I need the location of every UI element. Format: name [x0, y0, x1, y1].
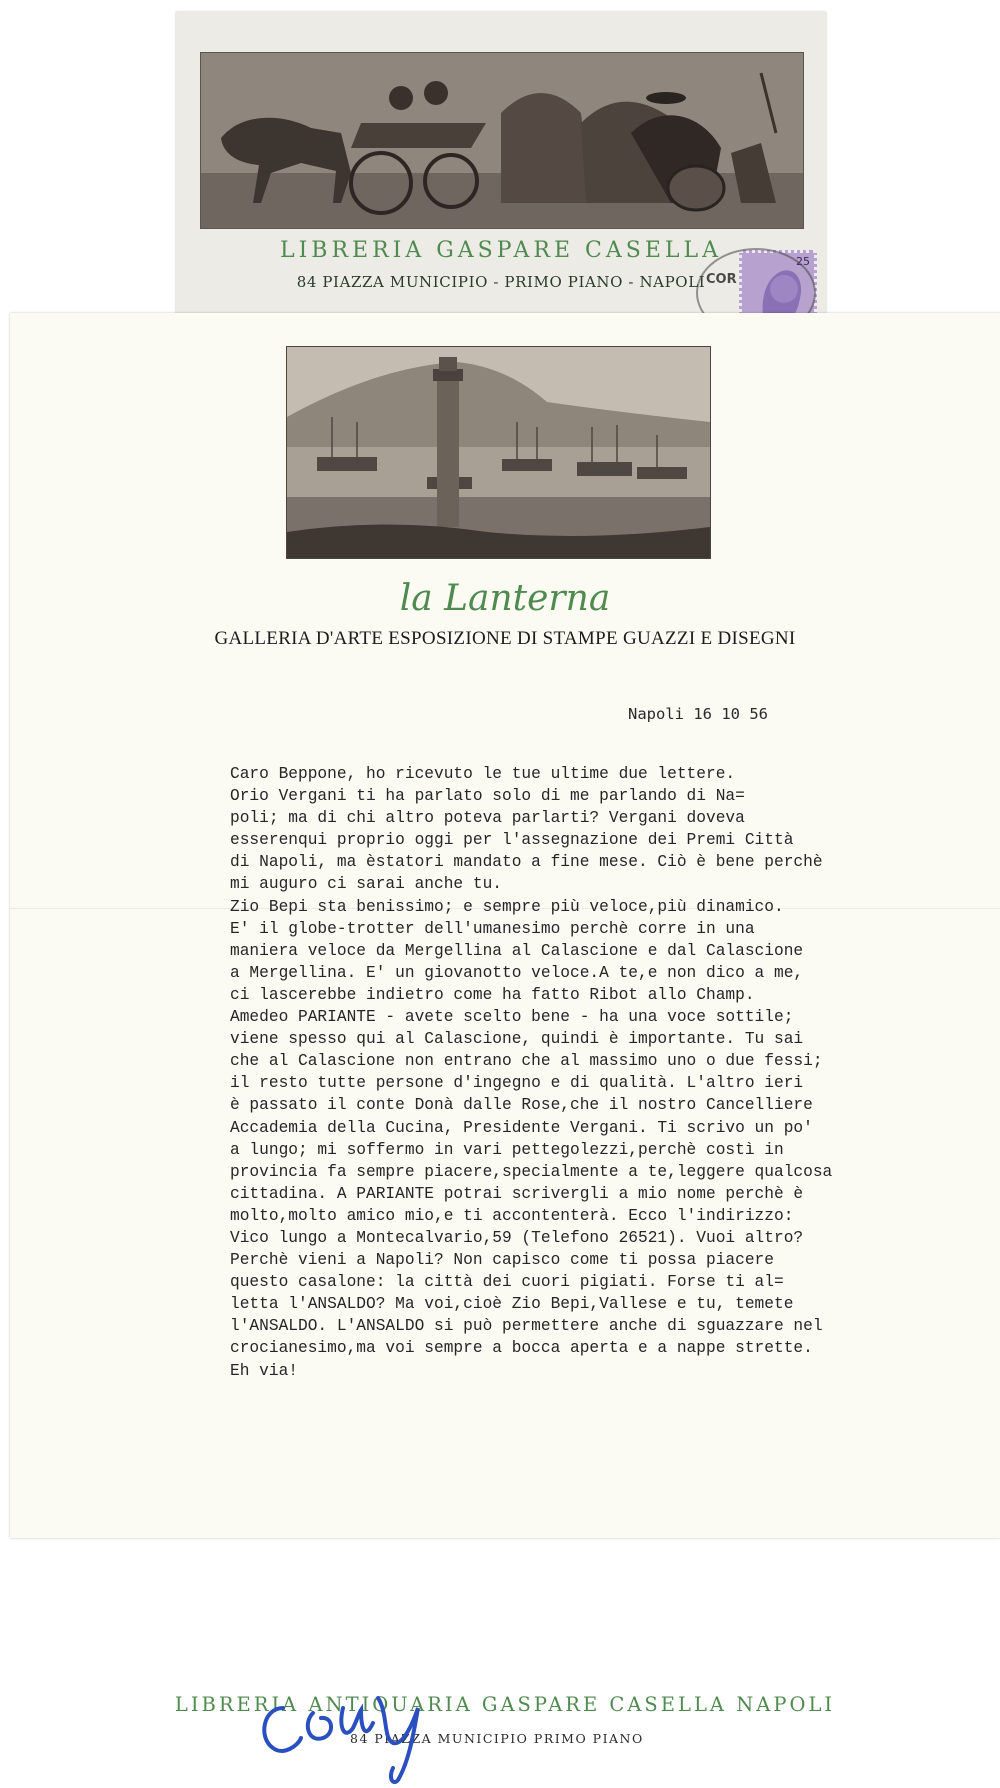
- body-line: molto,molto amico mio,e ti accontenterà. Ecco l'indirizzo:: [230, 1206, 794, 1225]
- body-line: Orio Vergani ti ha parlato solo di me parlando di Na=: [230, 787, 745, 806]
- body-line: ci lascerebbe indietro come ha fatto Ribot allo Champ.: [230, 985, 755, 1004]
- body-line: esserenqui proprio oggi per l'assegnazione dei Premi Città: [230, 831, 794, 850]
- body-line: di Napoli, ma èstatori mandato a fine mese. Ciò è bene perchè: [230, 853, 823, 872]
- letter-date: Napoli 16 10 56: [628, 705, 768, 723]
- handwritten-signature: [253, 1668, 438, 1788]
- body-line: Zio Bepi sta benissimo; e sempre più veloce,più dinamico.: [230, 897, 784, 916]
- body-line: poli; ma di chi altro poteva parlarti? Vergani doveva: [230, 809, 745, 828]
- envelope: [176, 12, 826, 317]
- letter-body: [230, 763, 990, 1382]
- carriage-procession-illustration: [201, 53, 803, 228]
- body-line: crocianesimo,ma voi sempre a bocca aperta e a nappe strette.: [230, 1339, 813, 1358]
- lighthouse-harbor-illustration: [287, 347, 710, 558]
- envelope-illustration: [200, 52, 804, 229]
- body-line: l'ANSALDO. L'ANSALDO si può permettere anche di sguazzare nel: [230, 1317, 823, 1336]
- gallery-name: la Lanterna: [399, 578, 611, 619]
- body-line: è passato il conte Donà dalle Rose,che il nostro Cancelliere: [230, 1096, 813, 1115]
- body-line: Amedeo PARIANTE - avete scelto bene - ha una voce sottile;: [230, 1008, 794, 1027]
- body-line: E' il globe-trotter dell'umanesimo perchè corre in una: [230, 919, 755, 938]
- body-line: cittadina. A PARIANTE potrai scrivergli a mio nome perchè è: [230, 1184, 804, 1203]
- body-line: Accademia della Cucina, Presidente Vergani. Ti scrivo un po': [230, 1118, 813, 1137]
- envelope-address: 84 PIAZZA MUNICIPIO - PRIMO PIANO - NAPOLI: [296, 273, 706, 291]
- letterhead-footer: [10, 1693, 1000, 1716]
- body-line: Perchè vieni a Napoli? Non capisco come ti possa piacere: [230, 1251, 774, 1270]
- body-line: il resto tutte persone d'ingegno e di qualità. L'altro ieri: [230, 1074, 804, 1093]
- body-line: questo casalone: la città dei cuori pigiati. Forse ti al=: [230, 1273, 784, 1292]
- body-line: a Mergellina. E' un giovanotto veloce.A te,e non dico a me,: [230, 963, 804, 982]
- body-line: a lungo; mi soffermo in vari pettegolezzi,perchè costì in: [230, 1140, 784, 1159]
- envelope-title: LIBRERIA GASPARE CASELLA: [279, 238, 722, 263]
- footer-name: LIBRERIA ANTIQUARIA GASPARE CASELLA NAPOLI: [174, 1693, 836, 1716]
- lanterna-harbor-engraving: [286, 346, 711, 559]
- body-line: viene spesso qui al Calascione, quindi è importante. Tu sai: [230, 1030, 804, 1049]
- postmark-text: COR: [706, 272, 737, 287]
- body-line: Caro Beppone, ho ricevuto le tue ultime due lettere.: [230, 765, 736, 783]
- body-line: Vico lungo a Montecalvario,59 (Telefono 26521). Vuoi altro?: [230, 1228, 804, 1247]
- body-line: maniera veloce da Mergellina al Calascione e dal Calascione: [230, 941, 804, 960]
- body-line: che al Calascione non entrano che al massimo uno o due fessi;: [230, 1052, 823, 1071]
- gallery-subtitle: GALLERIA D'ARTE ESPOSIZIONE DI STAMPE GUAZZI E DISEGNI: [214, 628, 796, 649]
- body-line: mi auguro ci sarai anche tu.: [230, 875, 502, 894]
- body-line: Eh via!: [230, 1361, 298, 1380]
- footer-address: 84 PIAZZA MUNICIPIO PRIMO PIANO: [350, 1731, 644, 1746]
- body-line: provincia fa sempre piacere,specialmente a te,leggere qualcosa: [230, 1162, 833, 1181]
- body-line: letta l'ANSALDO? Ma voi,cioè Zio Bepi,Vallese e tu, temete: [230, 1295, 794, 1314]
- letter-sheet: [10, 313, 1000, 1746]
- stamp-value: 25: [796, 255, 810, 268]
